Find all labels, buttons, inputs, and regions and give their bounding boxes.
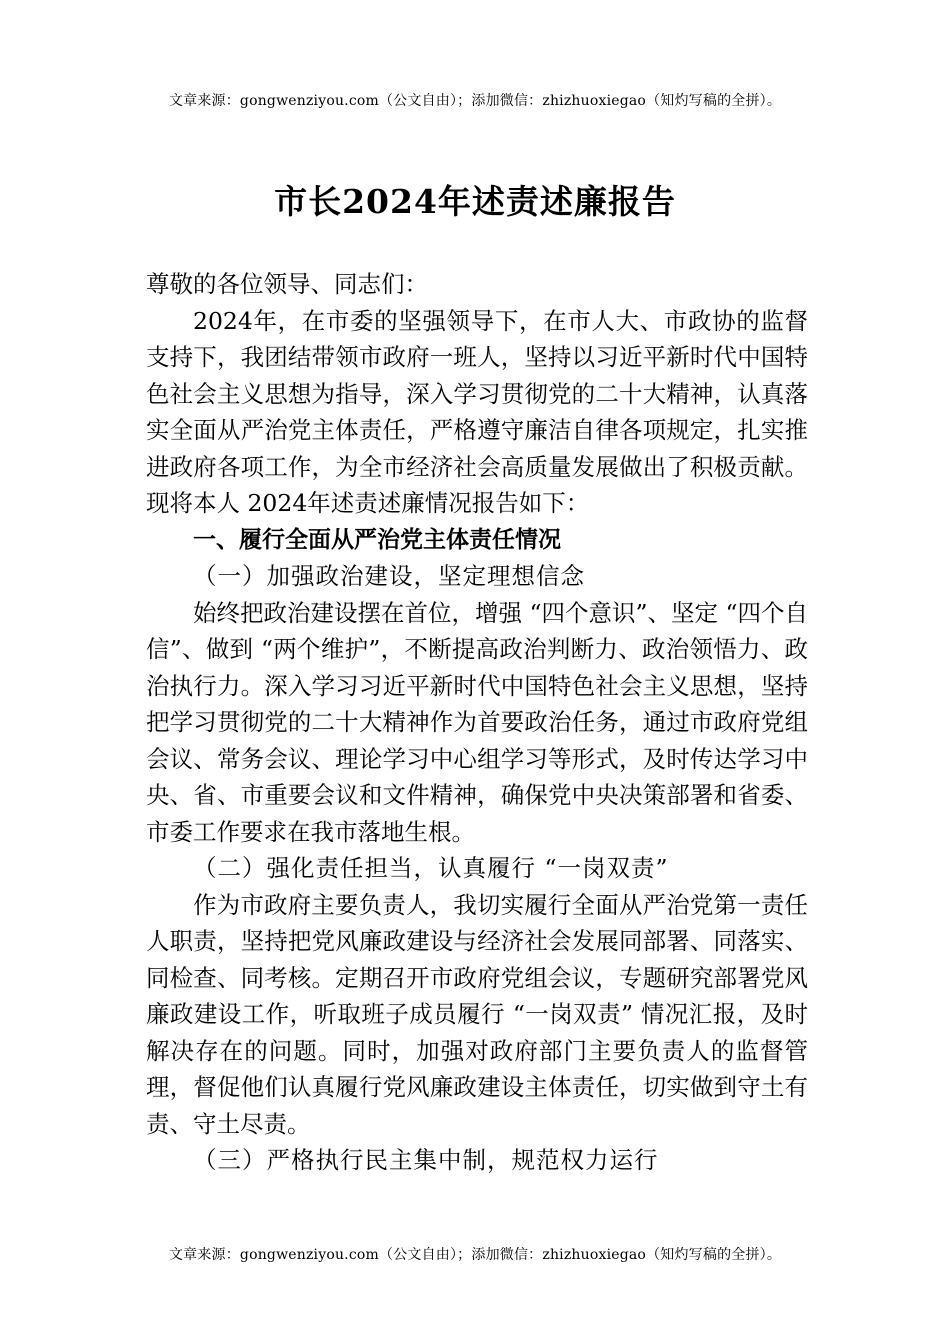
salutation: 尊敬的各位领导、同志们： [146,270,428,298]
subsection-heading-1: （一）加强政治建设，坚定理想信念 [193,562,585,590]
document-body [146,266,808,1179]
page-header-source: 文章来源：gongwenziyou.com（公文自由）；添加微信：zhizhuoxiegao（知灼写稿的全拼）。 [168,93,782,109]
subsection-heading-3: （三）严格执行民主集中制，规范权力运行 [193,1146,659,1174]
subsection-paragraph-1: 始终把政治建设摆在首位，增强 “四个意识”、坚定 “四个自信”、做到 “两个维护”，不断提高政治判断力、政治领悟力、政治执行力。深入学习习近平新时代中国特色社会主义思想，坚持把学习贯彻党的二十大精神作为首要政治任务，通过市政府党组会议、常务会议、理论学习中心组学习等形式，及时传达学习中央、省、市重要会议和文件精神，确保党中央决策部署和省委、市委工作要求在我市落地生根。 [146,598,808,846]
subsection-heading-2: （二）强化责任担当，认真履行 “一岗双责” [193,854,669,882]
page-footer-source: 文章来源：gongwenziyou.com（公文自由）；添加微信：zhizhuoxiegao（知灼写稿的全拼）。 [168,1247,782,1263]
section-heading-1: 一、履行全面从严治党主体责任情况 [193,526,561,553]
subsection-paragraph-2: 作为市政府主要负责人，我切实履行全面从严治党第一责任人职责，坚持把党风廉政建设与经济社会发展同部署、同落实、同检查、同考核。定期召开市政府党组会议，专题研究部署党风廉政建设工作，听取班子成员履行 “一岗双责” 情况汇报，及时解决存在的问题。同时，加强对政府部门主要负责人的监督管理，督促他们认真履行党风廉政建设主体责任，切实做到守土有责、守土尽责。 [146,890,808,1138]
document-title: 市长2024年述责述廉报告 [274,182,676,221]
intro-paragraph: 2024年，在市委的坚强领导下，在市人大、市政协的监督支持下，我团结带领市政府一班人，坚持以习近平新时代中国特色社会主义思想为指导，深入学习贯彻党的二十大精神，认真落实全面从严治党主体责任，严格遵守廉洁自律各项规定，扎实推进政府各项工作，为全市经济社会高质量发展做出了积极贡献。现将本人 2024年述责述廉情况报告如下： [146,306,808,517]
